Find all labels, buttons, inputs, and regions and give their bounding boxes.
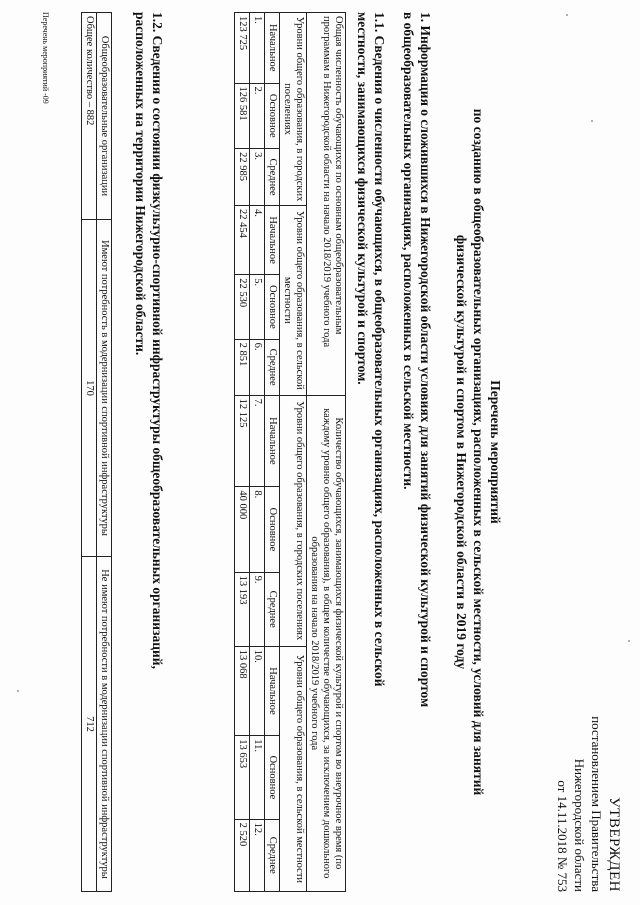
- table1-group-b: Количество обучающихся, занимающихся физической культурой и спортом во внеурочное время (по каждому уровню общего образования), в общем количестве обучающихся, за исключением дошкольного образования на начало 2018/2019 учебного года: [307, 395, 346, 891]
- table1-level-cell-12: Среднее: [265, 819, 280, 891]
- section-1-line-1: 1. Информация о сложившихся в Нижегородской области условиях для занятий физической культурой и спортом: [418, 12, 433, 708]
- table1-level-cell-11: Основное: [265, 736, 280, 819]
- scan-speck: [17, 690, 19, 692]
- table1-number-cell-10: 10.: [250, 646, 265, 736]
- table1-level-cell-6: Среднее: [265, 339, 280, 395]
- table1-numbers-row: [250, 13, 265, 892]
- table1-level-cell-10: Начальное: [265, 646, 280, 736]
- table1-value-cell-2: 126 581: [235, 83, 250, 149]
- section-1-line-2: в общеобразовательных организациях, расположенных в сельской местности.: [401, 12, 416, 490]
- approval-line-3: Нижегородской области: [572, 758, 587, 892]
- table2-header-orgs: Общеобразовательные организации: [97, 13, 112, 220]
- table1-level-cell-9: Среднее: [265, 572, 280, 646]
- approval-stamp: [554, 592, 622, 892]
- table1-level-cell-8: Основное: [265, 487, 280, 572]
- title-line-2: по созданию в общеобразовательных организациях, расположенных в сельской местности, условий для занятий: [471, 108, 486, 796]
- section-1-1-heading: [354, 12, 388, 892]
- table1-number-cell-8: 8.: [250, 487, 265, 572]
- table1-number-cell-7: 7.: [250, 395, 265, 487]
- table1-value-cell-9: 13 193: [235, 572, 250, 646]
- scan-speck: [591, 120, 593, 122]
- table2-total: Общее количество – 882: [82, 13, 97, 220]
- table1-value-cell-8: 40 000: [235, 487, 250, 572]
- title-line-1: Перечень мероприятий: [488, 380, 503, 524]
- rotated-content: [32, 12, 622, 892]
- table1-value-cell-7: 12 125: [235, 395, 250, 487]
- table1-level-cell-5: Основное: [265, 275, 280, 339]
- table1-level-cell-1: Начальное: [265, 13, 280, 84]
- table1-levels-row: [265, 13, 280, 892]
- section-1-heading: [400, 12, 434, 892]
- table1-rural-header-b: Уровни общего образования, в сельской местности: [280, 646, 307, 891]
- table1-number-cell-11: 11.: [250, 736, 265, 819]
- approval-line-2: постановлением Правительства: [589, 716, 604, 892]
- table1-number-cell-3: 3.: [250, 149, 265, 206]
- section-1-1-line-1: 1.1. Сведения о численности обучающихся, в общеобразовательных организациях, расположенных в сельской: [372, 12, 387, 687]
- table1-value-cell-5: 22 530: [235, 275, 250, 339]
- table1-number-cell-2: 2.: [250, 83, 265, 149]
- table1-group-a: Общая численность обучающихся по основным общеобразовательным программам в Нижегородской области на начало 2018/2019 учебного года: [307, 13, 346, 396]
- approval-line-1: УТВЕРЖДЕН: [606, 797, 622, 892]
- table1-value-cell-11: 13 653: [235, 736, 250, 819]
- table1-level-cell-3: Среднее: [265, 149, 280, 206]
- scan-speck: [628, 640, 630, 642]
- table1-value-cell-3: 22 985: [235, 149, 250, 206]
- table1-level-cell-2: Основное: [265, 83, 280, 149]
- table1-urban-header-a: Уровни общего образования, в городских поселениях: [280, 13, 307, 206]
- table1-value-cell-1: 123 725: [235, 13, 250, 84]
- table1-number-cell-6: 6.: [250, 339, 265, 395]
- table1-number-cell-1: 1.: [250, 13, 265, 84]
- table2-no-need-value: 712: [82, 557, 97, 892]
- table1-level-cell-4: Начальное: [265, 206, 280, 275]
- section-1-2-line-1: 1.2. Сведения о состоянии физкультурно-спортивной инфраструктуры общеобразовательных организаций,: [150, 12, 165, 669]
- table1-value-cell-6: 2 851: [235, 339, 250, 395]
- table1-number-cell-9: 9.: [250, 572, 265, 646]
- section-1-2-line-2: расположенных на территории Нижегородской области.: [133, 12, 148, 356]
- scan-speck: [566, 14, 568, 16]
- table1-urban-header-b: Уровни общего образования, в городских поселениях: [280, 395, 307, 646]
- table1-number-cell-4: 4.: [250, 206, 265, 275]
- document-title: [453, 12, 504, 892]
- section-1-2-heading: [132, 12, 166, 892]
- section-1-1-line-2: местности, занимающихся физической культурой и спортом.: [355, 12, 370, 385]
- table1-number-cell-12: 12.: [250, 819, 265, 891]
- title-line-3: физической культурой и спортом в Нижегородской области в 2019 году: [454, 234, 469, 670]
- footer-note: Перечень мероприятий -09: [41, 12, 50, 104]
- students-table: [234, 12, 346, 892]
- table1-value-cell-10: 13 068: [235, 646, 250, 736]
- infrastructure-table: [81, 12, 112, 892]
- table1-number-cell-5: 5.: [250, 275, 265, 339]
- table1-value-cell-12: 2 520: [235, 819, 250, 891]
- table1-rural-header-a: Уровни общего образования, в сельской местности: [280, 206, 307, 396]
- table2-header-need: Имеют потребность в модернизации спортивной инфраструктуры: [97, 220, 112, 557]
- table2-header-no-need: Не имеют потребности в модернизации спортивной инфраструктуры: [97, 557, 112, 892]
- table1-values-row: [235, 13, 250, 892]
- table2-need-value: 170: [82, 220, 97, 557]
- table1-level-cell-7: Начальное: [265, 395, 280, 487]
- approval-line-4: от 14.11.2018 № 753: [555, 780, 570, 892]
- table1-value-cell-4: 22 454: [235, 206, 250, 275]
